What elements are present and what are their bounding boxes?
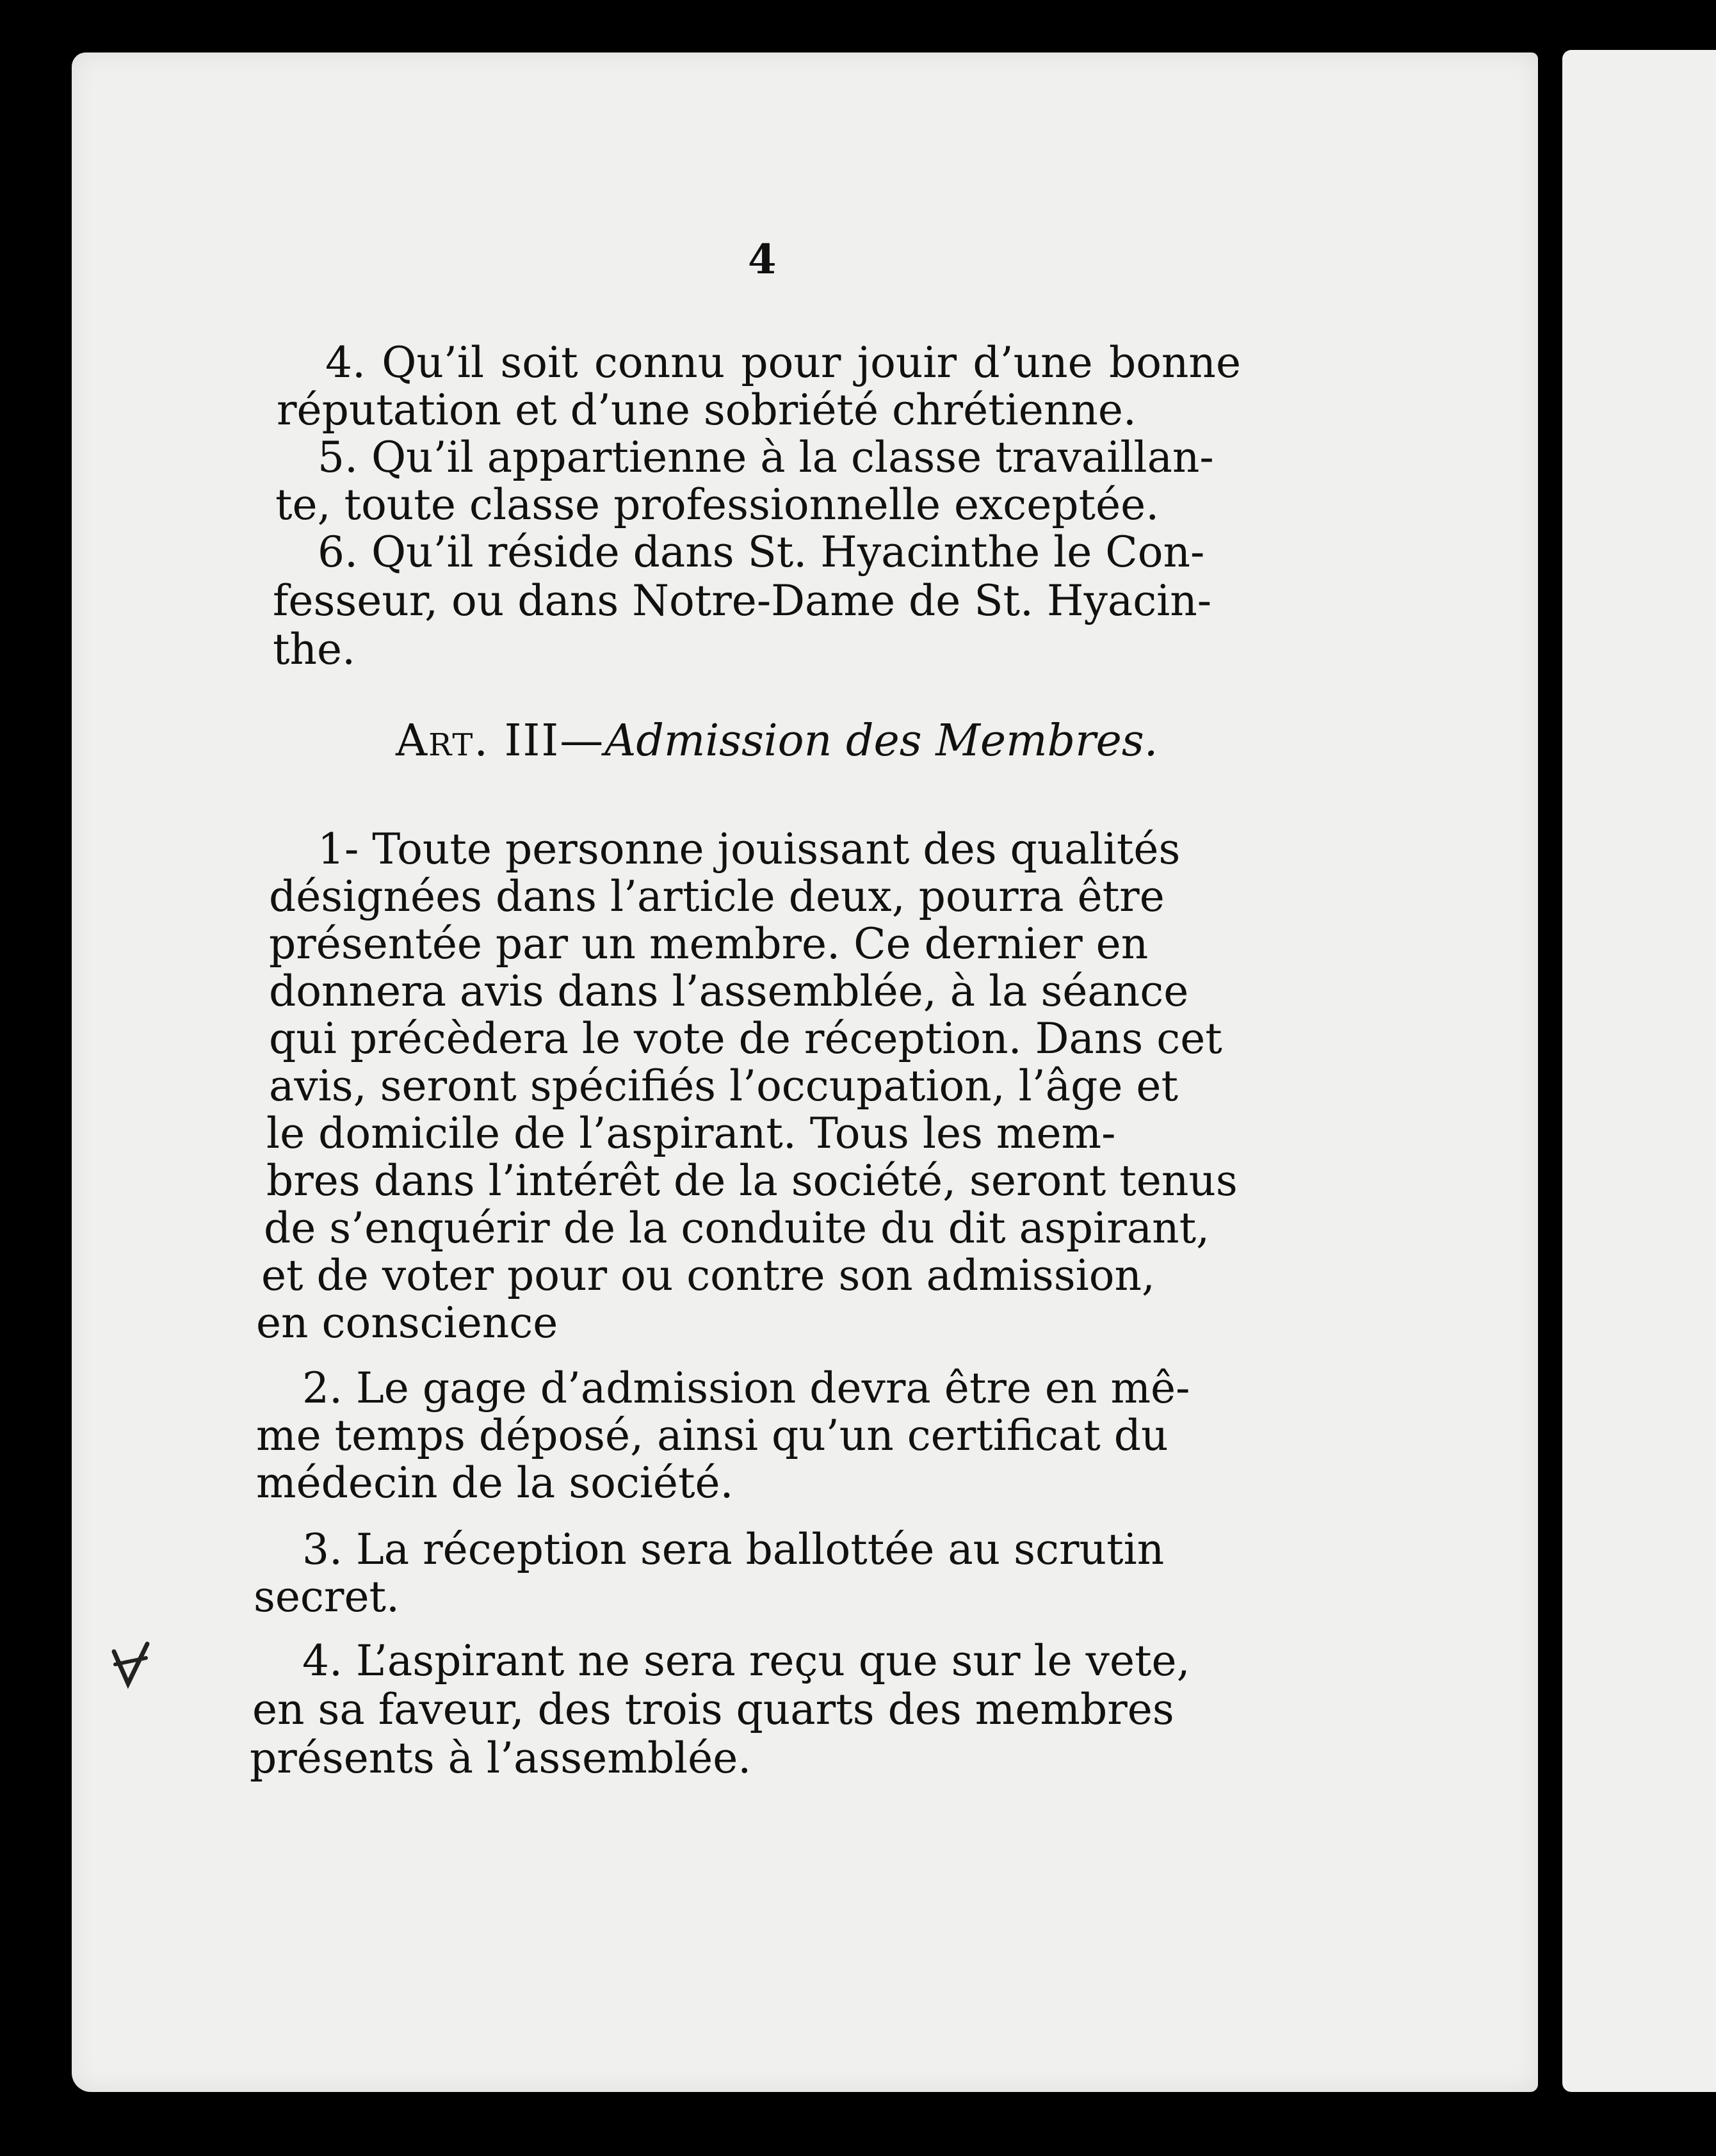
text-line: secret. (254, 1572, 400, 1621)
text-line: désignées dans l’article deux, pourra être (269, 872, 1165, 921)
text-line: bres dans l’intérêt de la société, seront tenus (266, 1156, 1238, 1205)
margin-check-mark (109, 1639, 160, 1696)
text-line: en sa faveur, des trois quarts des membres (252, 1685, 1174, 1734)
text-line: 4. Qu’il soit connu pour jouir d’une bonne (325, 338, 1241, 387)
text-line: 4. L’aspirant ne sera reçu que sur le vete, (302, 1636, 1190, 1685)
text-line: présents à l’assemblée. (250, 1734, 752, 1783)
page-number: 4 (748, 236, 777, 284)
text-line: présentée par un membre. Ce dernier en (269, 919, 1149, 969)
text-line: fesseur, ou dans Notre-Dame de St. Hyacin- (273, 576, 1212, 625)
text-line: avis, seront spécifiés l’occupation, l’âge et (269, 1061, 1178, 1111)
text-line: et de voter pour ou contre son admission, (261, 1251, 1155, 1300)
text-line: en conscience (256, 1298, 558, 1348)
article-title: Admission des Membres. (604, 716, 1158, 766)
text-line: de s’enquérir de la conduite du dit aspirant, (264, 1203, 1210, 1253)
text-line: qui précèdera le vote de réception. Dans cet (269, 1014, 1222, 1063)
text-line: médecin de la société. (256, 1458, 734, 1508)
text-line: te, toute classe professionnelle exceptée. (275, 480, 1160, 529)
text-line: 5. Qu’il appartienne à la classe travaillan- (318, 433, 1214, 482)
text-line: réputation et d’une sobriété chrétienne. (277, 385, 1137, 435)
text-line: 1- Toute personne jouissant des qualités (318, 825, 1181, 874)
text-line: the. (273, 625, 356, 674)
text-line: le domicile de l’aspirant. Tous les mem- (266, 1109, 1116, 1158)
article-number: Art. III— (396, 716, 605, 766)
text-line: donnera avis dans l’assemblée, à la séance (269, 967, 1189, 1016)
text-line: 3. La réception sera ballottée au scrutin (302, 1525, 1165, 1574)
text-line: me temps déposé, ainsi qu’un certificat du (256, 1411, 1169, 1460)
text-line: 6. Qu’il réside dans St. Hyacinthe le Con- (318, 527, 1205, 577)
text-line: 2. Le gage d’admission devra être en mê- (302, 1364, 1190, 1413)
article-heading (396, 716, 1158, 766)
